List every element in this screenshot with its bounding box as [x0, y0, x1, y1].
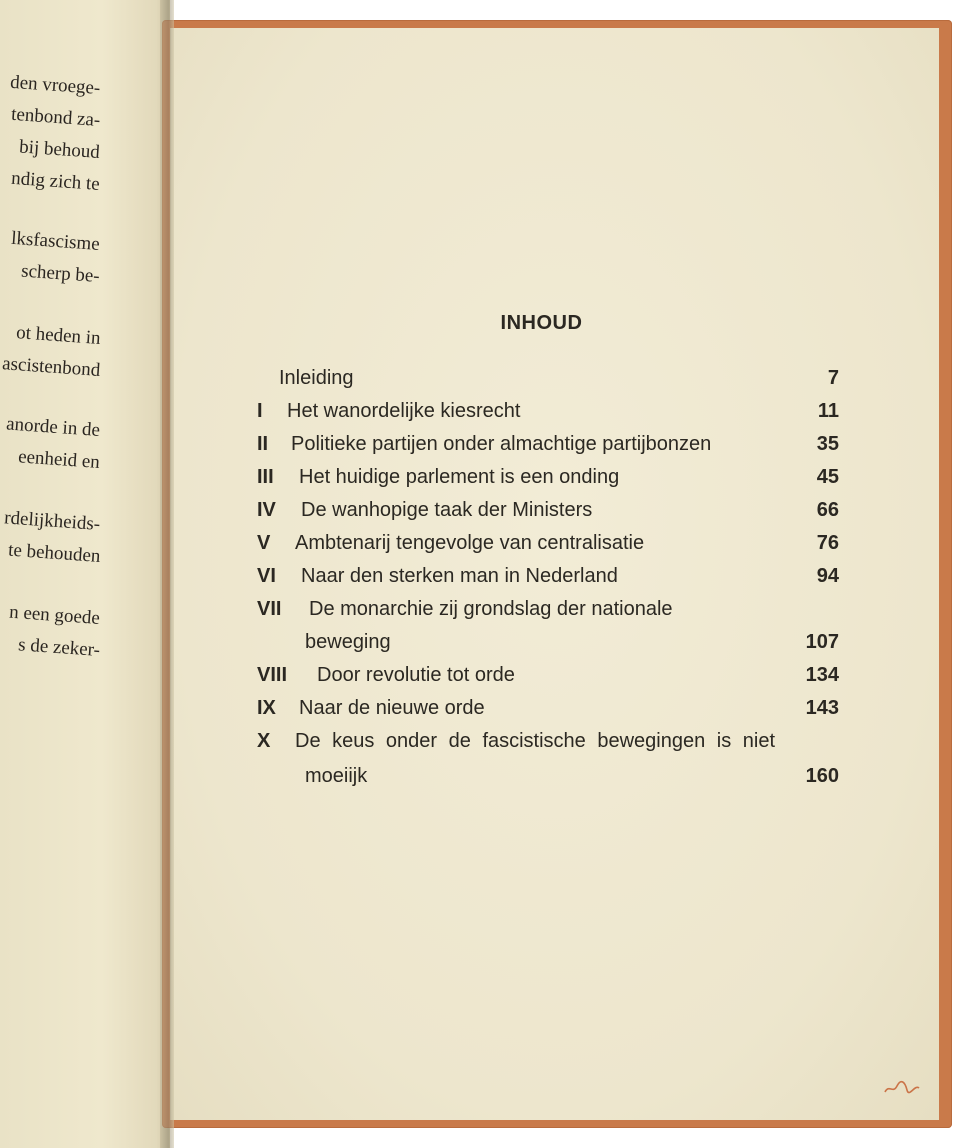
page-number: 143 [805, 697, 839, 719]
page-number: 35 [816, 433, 839, 455]
left-page-line: tenbond za- [10, 103, 101, 131]
chapter-title: Politieke partijen onder almachtige partijbonzen [291, 433, 712, 455]
left-facing-page [0, 0, 170, 1148]
toc-entry [171, 461, 871, 493]
left-page-line: eenheid en [17, 446, 101, 473]
toc-entry-continued [171, 760, 871, 792]
toc-entry [171, 659, 871, 691]
chapter-title: Het huidige parlement is een onding [299, 466, 620, 488]
left-page-line: scherp be- [20, 260, 101, 287]
page-number: 7 [827, 367, 839, 389]
handwritten-mark-icon [883, 1080, 923, 1096]
page-number: 134 [805, 664, 839, 686]
page-number: 94 [816, 565, 839, 587]
left-page-line: n een goede [8, 601, 101, 629]
chapter-title: Naar den sterken man in Nederland [301, 565, 618, 587]
contents-page [170, 28, 939, 1120]
chapter-number: X [257, 730, 271, 752]
chapter-number: VI [257, 565, 276, 587]
chapter-number: IX [257, 697, 276, 719]
chapter-number: II [257, 433, 269, 455]
chapter-number: VII [257, 598, 282, 620]
chapter-number: VIII [257, 664, 288, 686]
left-page-line: bij behoud [18, 136, 101, 163]
toc-entry [171, 527, 871, 559]
toc-entry [171, 560, 871, 592]
chapter-number: I [257, 400, 263, 422]
left-page-line: ot heden in [15, 322, 101, 349]
left-page-line: den vroege- [9, 71, 101, 99]
chapter-title: De keus onder de fascistische bewegingen is niet [295, 730, 776, 752]
toc-entry [171, 725, 871, 757]
chapter-title: Het wanordelijke kiesrecht [287, 400, 521, 422]
toc-entry [171, 428, 871, 460]
chapter-number: V [257, 532, 271, 554]
chapter-title: Inleiding [279, 367, 354, 389]
toc-entry [171, 395, 871, 427]
left-page-line: rdelijkheids- [3, 507, 101, 535]
chapter-title: beweging [305, 631, 391, 653]
left-page-line: ndig zich te [10, 167, 101, 195]
left-page-line: anorde in de [5, 413, 101, 441]
page-number: 45 [816, 466, 839, 488]
chapter-number: III [257, 466, 274, 488]
toc-entry-continued [171, 626, 871, 658]
chapter-title: Door revolutie tot orde [317, 664, 515, 686]
chapter-number: IV [257, 499, 276, 521]
page-number: 160 [805, 765, 839, 787]
book-gutter-shadow [160, 0, 174, 1148]
chapter-title: moeiijk [305, 765, 368, 787]
handwritten-mark [883, 1080, 923, 1094]
toc-entry [171, 362, 871, 394]
chapter-title: De monarchie zij grondslag der nationale [309, 598, 673, 620]
chapter-title: Naar de nieuwe orde [299, 697, 485, 719]
left-page-line: lksfascisme [10, 227, 101, 255]
left-page-line: ascistenbond [1, 353, 101, 381]
left-page-line: s de zeker- [17, 634, 101, 661]
page-number: 107 [805, 631, 839, 653]
toc-entry [171, 593, 871, 625]
chapter-title: De wanhopige taak der Ministers [301, 499, 593, 521]
page-number: 11 [817, 400, 839, 422]
left-page-line: te behouden [7, 539, 101, 567]
contents-title: INHOUD [500, 312, 583, 334]
page-number: 76 [816, 532, 839, 554]
toc-entry [171, 494, 871, 526]
page-number: 66 [816, 499, 839, 521]
chapter-title: Ambtenarij tengevolge van centralisatie [295, 532, 645, 554]
toc-entry [171, 692, 871, 724]
